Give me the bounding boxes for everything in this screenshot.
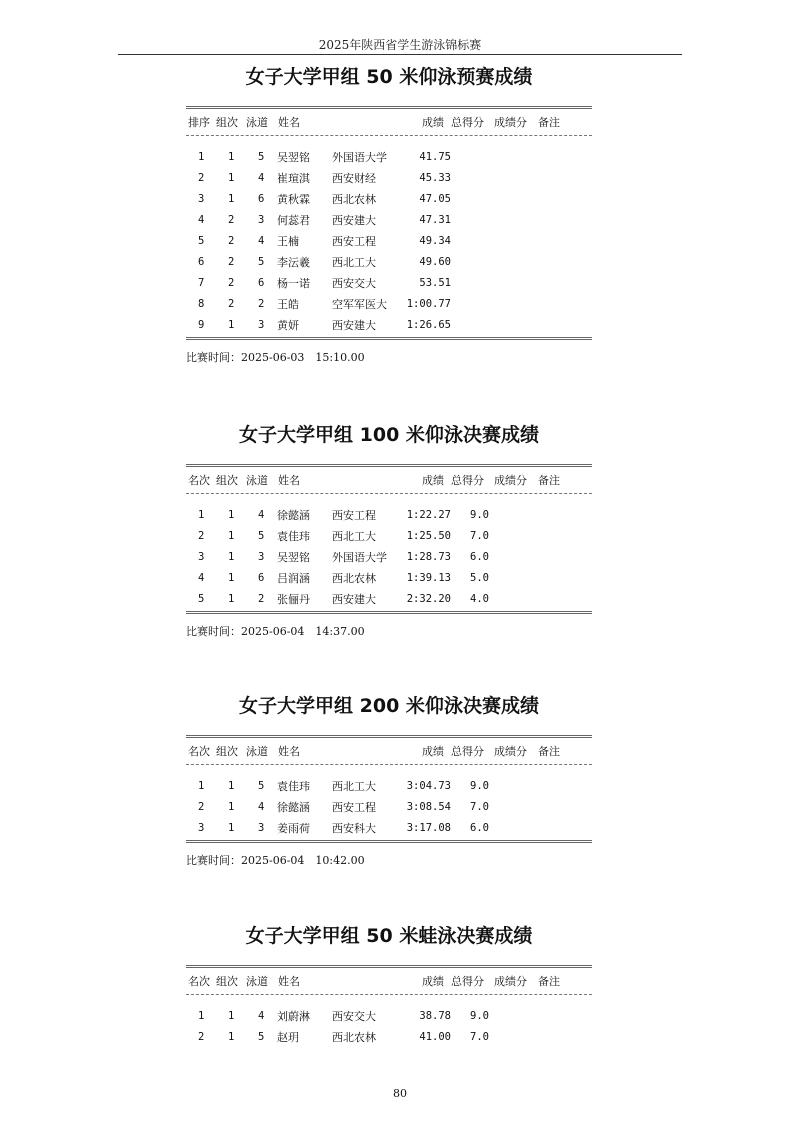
cell-name: 李沄羲 (277, 255, 310, 269)
cell-rank: 6 (198, 255, 205, 268)
cell-name: 杨一诺 (277, 276, 310, 290)
col-result: 成绩 (422, 474, 444, 487)
cell-result: 47.05 (419, 192, 451, 205)
col-lane: 泳道 (246, 975, 268, 988)
col-rank: 名次 (188, 975, 210, 988)
cell-score: 5.0 (470, 571, 489, 584)
cell-group: 1 (228, 150, 235, 163)
table-body (186, 504, 592, 609)
table-row (186, 209, 592, 230)
cell-score: 6.0 (470, 550, 489, 563)
col-total-score: 总得分 (451, 116, 484, 129)
col-group: 组次 (216, 116, 238, 129)
cell-rank: 9 (198, 318, 205, 331)
col-result: 成绩 (422, 116, 444, 129)
col-result-score: 成绩分 (494, 745, 527, 758)
col-lane: 泳道 (246, 116, 268, 129)
cell-result: 53.51 (419, 276, 451, 289)
col-group: 组次 (216, 975, 238, 988)
cell-score: 6.0 (470, 821, 489, 834)
table-row (186, 588, 592, 609)
cell-name: 袁佳玮 (277, 529, 310, 543)
cell-group: 1 (228, 800, 235, 813)
col-name: 姓名 (278, 975, 300, 988)
match-time: 比赛时间：2025-06-04 10:42.00 (186, 854, 365, 867)
cell-team: 西安建大 (332, 213, 376, 227)
table-row (186, 1005, 592, 1026)
cell-group: 1 (228, 318, 235, 331)
table-header (186, 738, 592, 764)
cell-result: 38.78 (419, 1009, 451, 1022)
col-lane: 泳道 (246, 474, 268, 487)
cell-group: 2 (228, 234, 235, 247)
cell-rank: 5 (198, 592, 205, 605)
cell-score: 9.0 (470, 1009, 489, 1022)
cell-group: 1 (228, 1030, 235, 1043)
cell-rank: 1 (198, 150, 205, 163)
col-note: 备注 (538, 975, 560, 988)
cell-result: 1:28.73 (406, 550, 451, 563)
col-group: 组次 (216, 745, 238, 758)
cell-team: 西安工程 (332, 508, 376, 522)
results-section (186, 421, 592, 639)
cell-team: 西北农林 (332, 1030, 376, 1044)
col-name: 姓名 (278, 474, 300, 487)
cell-group: 2 (228, 255, 235, 268)
cell-team: 西安交大 (332, 1009, 376, 1023)
cell-name: 赵玥 (277, 1030, 299, 1044)
table-row (186, 567, 592, 588)
table-row (186, 775, 592, 796)
cell-rank: 1 (198, 1009, 205, 1022)
col-note: 备注 (538, 745, 560, 758)
cell-lane: 5 (258, 150, 265, 163)
cell-lane: 5 (258, 529, 265, 542)
cell-group: 2 (228, 297, 235, 310)
cell-lane: 6 (258, 276, 265, 289)
cell-result: 2:32.20 (406, 592, 451, 605)
table-header (186, 467, 592, 493)
section-title: 女子大学甲组 100 米仰泳决赛成绩 (239, 424, 539, 446)
cell-lane: 6 (258, 571, 265, 584)
match-time: 比赛时间：2025-06-03 15:10.00 (186, 351, 365, 364)
table-header (186, 968, 592, 994)
col-rank: 名次 (188, 474, 210, 487)
cell-team: 西安建大 (332, 318, 376, 332)
cell-lane: 2 (258, 297, 265, 310)
cell-name: 何蕊君 (277, 213, 310, 227)
cell-result: 1:00.77 (406, 297, 451, 310)
cell-team: 西安交大 (332, 276, 376, 290)
cell-name: 刘蔚淋 (277, 1009, 310, 1023)
header-divider (118, 54, 682, 55)
cell-lane: 3 (258, 213, 265, 226)
col-result-score: 成绩分 (494, 975, 527, 988)
table-header (186, 109, 592, 135)
cell-team: 空军军医大 (332, 297, 387, 311)
cell-score: 4.0 (470, 592, 489, 605)
cell-result: 3:04.73 (406, 779, 451, 792)
col-result-score: 成绩分 (494, 116, 527, 129)
col-result: 成绩 (422, 975, 444, 988)
cell-lane: 4 (258, 234, 265, 247)
double-rule (186, 337, 592, 340)
table-row (186, 167, 592, 188)
col-result-score: 成绩分 (494, 474, 527, 487)
table-row (186, 546, 592, 567)
col-name: 姓名 (278, 116, 300, 129)
cell-lane: 5 (258, 1030, 265, 1043)
cell-name: 王皓 (277, 297, 299, 311)
page-header-title: 2025年陕西省学生游泳锦标赛 (318, 38, 482, 52)
table-row (186, 272, 592, 293)
cell-group: 1 (228, 1009, 235, 1022)
cell-rank: 3 (198, 821, 205, 834)
cell-name: 吴翌铭 (277, 150, 310, 164)
col-total-score: 总得分 (451, 975, 484, 988)
table-row (186, 146, 592, 167)
cell-rank: 1 (198, 779, 205, 792)
cell-group: 2 (228, 213, 235, 226)
cell-lane: 3 (258, 821, 265, 834)
cell-team: 西安工程 (332, 234, 376, 248)
cell-group: 1 (228, 821, 235, 834)
cell-name: 崔瑄淇 (277, 171, 310, 185)
cell-rank: 2 (198, 1030, 205, 1043)
cell-name: 张俪丹 (277, 592, 310, 606)
cell-group: 1 (228, 550, 235, 563)
cell-group: 1 (228, 592, 235, 605)
cell-group: 1 (228, 192, 235, 205)
match-time: 比赛时间：2025-06-04 14:37.00 (186, 625, 365, 638)
cell-score: 7.0 (470, 529, 489, 542)
cell-team: 外国语大学 (332, 550, 387, 564)
cell-team: 西安建大 (332, 592, 376, 606)
table-row (186, 1026, 592, 1047)
cell-team: 西北工大 (332, 255, 376, 269)
col-note: 备注 (538, 474, 560, 487)
cell-rank: 8 (198, 297, 205, 310)
cell-lane: 4 (258, 171, 265, 184)
col-rank: 名次 (188, 745, 210, 758)
cell-name: 王楠 (277, 234, 299, 248)
cell-name: 黄妍 (277, 318, 299, 332)
cell-result: 1:25.50 (406, 529, 451, 542)
cell-group: 2 (228, 276, 235, 289)
table-row (186, 817, 592, 838)
cell-name: 徐懿涵 (277, 800, 310, 814)
col-total-score: 总得分 (451, 745, 484, 758)
double-rule (186, 611, 592, 614)
cell-group: 1 (228, 171, 235, 184)
cell-result: 1:22.27 (406, 508, 451, 521)
cell-score: 7.0 (470, 1030, 489, 1043)
table-row (186, 314, 592, 335)
cell-rank: 4 (198, 571, 205, 584)
page-number: 80 (393, 1087, 407, 1100)
cell-team: 西北农林 (332, 192, 376, 206)
double-rule (186, 840, 592, 843)
cell-rank: 1 (198, 508, 205, 521)
cell-result: 49.34 (419, 234, 451, 247)
col-total-score: 总得分 (451, 474, 484, 487)
cell-score: 9.0 (470, 779, 489, 792)
cell-lane: 5 (258, 779, 265, 792)
col-result: 成绩 (422, 745, 444, 758)
cell-lane: 4 (258, 1009, 265, 1022)
table-body (186, 775, 592, 838)
cell-rank: 2 (198, 529, 205, 542)
table-row (186, 188, 592, 209)
col-group: 组次 (216, 474, 238, 487)
cell-name: 吴翌铭 (277, 550, 310, 564)
cell-group: 1 (228, 508, 235, 521)
cell-rank: 5 (198, 234, 205, 247)
cell-lane: 4 (258, 800, 265, 813)
cell-result: 47.31 (419, 213, 451, 226)
cell-rank: 2 (198, 800, 205, 813)
section-title: 女子大学甲组 50 米蛙泳决赛成绩 (245, 925, 533, 947)
cell-team: 外国语大学 (332, 150, 387, 164)
cell-result: 3:17.08 (406, 821, 451, 834)
cell-rank: 4 (198, 213, 205, 226)
cell-lane: 6 (258, 192, 265, 205)
cell-team: 西北工大 (332, 779, 376, 793)
table-body (186, 146, 592, 335)
cell-group: 1 (228, 571, 235, 584)
cell-team: 西安财经 (332, 171, 376, 185)
cell-team: 西北农林 (332, 571, 376, 585)
cell-result: 45.33 (419, 171, 451, 184)
cell-rank: 7 (198, 276, 205, 289)
results-section (186, 922, 592, 1047)
table-row (186, 525, 592, 546)
cell-rank: 3 (198, 550, 205, 563)
cell-lane: 5 (258, 255, 265, 268)
cell-lane: 2 (258, 592, 265, 605)
cell-group: 1 (228, 529, 235, 542)
table-row (186, 251, 592, 272)
col-lane: 泳道 (246, 745, 268, 758)
section-title: 女子大学甲组 50 米仰泳预赛成绩 (245, 66, 533, 88)
table-body (186, 1005, 592, 1047)
cell-name: 姜雨荷 (277, 821, 310, 835)
cell-rank: 2 (198, 171, 205, 184)
cell-team: 西安科大 (332, 821, 376, 835)
table-row (186, 504, 592, 525)
cell-team: 西安工程 (332, 800, 376, 814)
cell-lane: 3 (258, 550, 265, 563)
cell-name: 袁佳玮 (277, 779, 310, 793)
cell-lane: 3 (258, 318, 265, 331)
col-rank: 排序 (188, 116, 210, 129)
cell-result: 41.00 (419, 1030, 451, 1043)
cell-name: 吕润涵 (277, 571, 310, 585)
cell-team: 西北工大 (332, 529, 376, 543)
cell-group: 1 (228, 779, 235, 792)
col-note: 备注 (538, 116, 560, 129)
cell-result: 49.60 (419, 255, 451, 268)
results-section (186, 692, 592, 868)
table-row (186, 796, 592, 817)
cell-name: 黄秋霖 (277, 192, 310, 206)
cell-lane: 4 (258, 508, 265, 521)
cell-score: 7.0 (470, 800, 489, 813)
col-name: 姓名 (278, 745, 300, 758)
cell-rank: 3 (198, 192, 205, 205)
table-row (186, 230, 592, 251)
cell-result: 41.75 (419, 150, 451, 163)
table-row (186, 293, 592, 314)
cell-result: 3:08.54 (406, 800, 451, 813)
cell-result: 1:39.13 (406, 571, 451, 584)
cell-result: 1:26.65 (406, 318, 451, 331)
section-title: 女子大学甲组 200 米仰泳决赛成绩 (239, 695, 539, 717)
results-section (186, 63, 592, 365)
cell-name: 徐懿涵 (277, 508, 310, 522)
cell-score: 9.0 (470, 508, 489, 521)
